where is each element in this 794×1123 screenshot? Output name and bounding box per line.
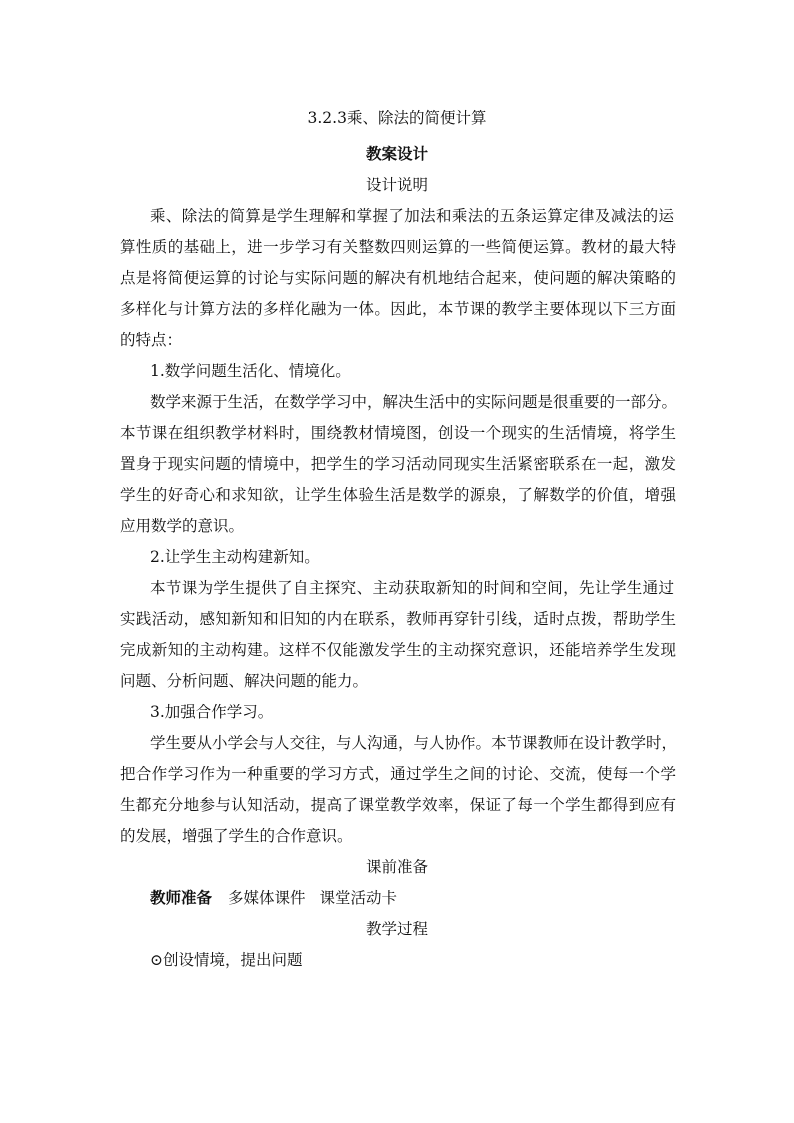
point2-line: 本节课为学生提供了自主探究、主动获取新知的时间和空间，先让学生通过: [150, 579, 674, 597]
prep-row: [150, 888, 411, 908]
intro-line: 乘、除法的简算是学生理解和掌握了加法和乘法的五条运算定律及减法的运: [150, 207, 674, 225]
intro-line: 算性质的基础上，进一步学习有关整数四则运算的一些简便运算。教材的最大特: [120, 238, 676, 256]
prep-heading: 课前准备: [365, 858, 428, 876]
prep-label: 教师准备: [150, 888, 213, 907]
intro-line: 的特点：: [120, 331, 183, 349]
point3-line: 的发展，增强了学生的合作意识。: [120, 827, 353, 845]
doc-subtitle: 教案设计: [365, 144, 428, 163]
prep-item: 多媒体课件: [228, 889, 306, 907]
point2-line: 问题、分析问题、解决问题的能力。: [120, 672, 369, 690]
prep-item: 课堂活动卡: [319, 889, 398, 907]
point1-line: 数学来源于生活，在数学学习中，解决生活中的实际问题是很重要的一部分。: [150, 393, 678, 411]
point1-line: 学生的好奇心和求知欲，让学生体验生活是数学的源泉，了解数学的价值，增强: [120, 486, 676, 504]
point1-line: 置身于现实问题的情境中，把学生的学习活动同现实生活紧密联系在一起，激发: [120, 455, 676, 473]
point2-line: 实践活动，感知新知和旧知的内在联系，教师再穿针引线，适时点拨，帮助学生: [120, 610, 676, 628]
point1-line: 应用数学的意识。: [120, 517, 245, 535]
intro-line: 多样化与计算方法的多样化融为一体。因此，本节课的教学主要体现以下三方面: [120, 300, 676, 318]
point2-title: 2.让学生主动构建新知。: [150, 548, 320, 566]
point1-title: 1.数学问题生活化、情境化。: [150, 362, 351, 380]
design-heading: 设计说明: [365, 176, 428, 194]
point3-line: 生都充分地参与认知活动，提高了课堂教学效率，保证了每一个学生都得到应有: [120, 796, 676, 814]
point3-title: 3.加强合作学习。: [150, 703, 274, 721]
point3-line: 把合作学习作为一种重要的学习方式，通过学生之间的讨论、交流，使每一个学: [120, 765, 676, 783]
point2-line: 完成新知的主动构建。这样不仅能激发学生的主动探究意识，还能培养学生发现: [120, 641, 676, 659]
doc-title: 3.2.3乘、除法的简便计算: [307, 109, 487, 127]
point1-line: 本节课在组织教学材料时，围绕教材情境图，创设一个现实的生活情境，将学生: [120, 424, 676, 442]
point3-line: 学生要从小学会与人交往，与人沟通，与人协作。本节课教师在设计教学时，: [150, 734, 678, 752]
process-heading: 教学过程: [365, 920, 428, 938]
intro-line: 点是将简便运算的讨论与实际问题的解决有机地结合起来，使问题的解决策略的: [120, 269, 676, 287]
step1-heading: ⊙创设情境，提出问题: [150, 951, 303, 969]
